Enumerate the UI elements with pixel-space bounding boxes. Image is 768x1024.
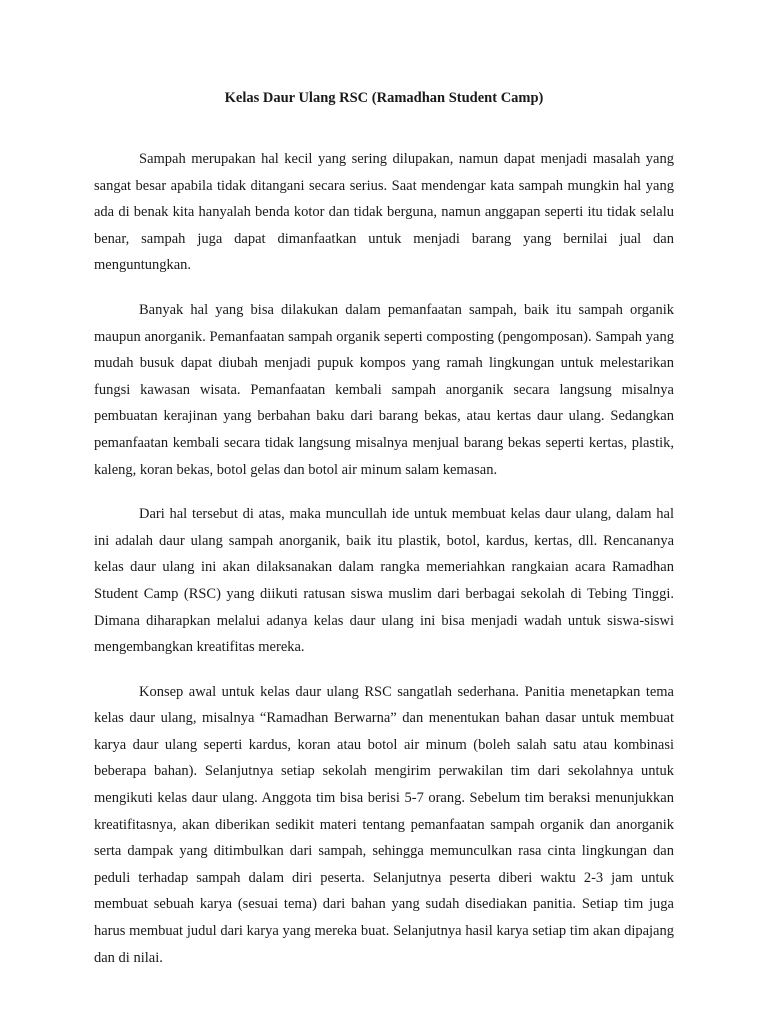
- document-title: Kelas Daur Ulang RSC (Ramadhan Student Camp): [224, 90, 544, 106]
- document-page: [94, 0, 674, 1024]
- document-body: [94, 146, 674, 989]
- paragraph-1: Sampah merupakan hal kecil yang sering dilupakan, namun dapat menjadi masalah yang sangat besar apabila tidak ditangani secara serius. Saat mendengar kata sampah mungkin hal yang ada di benak kita hanyalah benda kotor dan tidak berguna, namun anggapan seperti itu tidak selalu benar, sampah juga dapat dimanfaatkan untuk menjadi barang yang bernilai jual dan menguntungkan.: [94, 151, 674, 274]
- paragraph-2: Banyak hal yang bisa dilakukan dalam pemanfaatan sampah, baik itu sampah organik maupun anorganik. Pemanfaatan sampah organik seperti composting (pengomposan). Sampah yang mudah busuk dapat diubah menjadi pupuk kompos yang ramah lingkungan untuk melestarikan fungsi kawasan wisata. Pemanfaatan kembali sampah anorganik secara langsung misalnya pembuatan kerajinan yang berbahan baku dari barang bekas, atau kertas daur ulang. Sedangkan pemanfaatan kembali secara tidak langsung misalnya menjual barang bekas seperti kertas, plastik, kaleng, koran bekas, botol gelas dan botol air minum salam kemasan.: [94, 301, 674, 478]
- paragraph-4: Konsep awal untuk kelas daur ulang RSC sangatlah sederhana. Panitia menetapkan tema kelas daur ulang, misalnya “Ramadhan Berwarna” dan menentukan bahan dasar untuk membuat karya daur ulang seperti kardus, koran atau botol air minum (boleh salah satu atau kombinasi beberapa bahan). Selanjutnya setiap sekolah mengirim perwakilan tim dari sekolahnya untuk mengikuti kelas daur ulang. Anggota tim bisa berisi 5-7 orang. Sebelum tim beraksi menunjukkan kreatifitasnya, akan diberikan sedikit materi tentang pemanfaatan sampah organik dan anorganik serta dampak yang ditimbulkan dari sampah, sehingga memunculkan rasa cinta lingkungan dan peduli terhadap sampah dalam diri peserta. Selanjutnya peserta diberi waktu 2-3 jam untuk membuat sebuah karya (sesuai tema) dari bahan yang sudah disediakan panitia. Setiap tim juga harus membuat judul dari karya yang mereka buat. Selanjutnya hasil karya setiap tim akan dipajang dan di nilai.: [94, 683, 674, 966]
- paragraph-3: Dari hal tersebut di atas, maka muncullah ide untuk membuat kelas daur ulang, dalam hal ini adalah daur ulang sampah anorganik, baik itu plastik, botol, kardus, kertas, dll. Rencananya kelas daur ulang ini akan dilaksanakan dalam rangka memeriahkan rangkaian acara Ramadhan Student Camp (RSC) yang diikuti ratusan siswa muslim dari berbagai sekolah di Tebing Tinggi. Dimana diharapkan melalui adanya kelas daur ulang ini bisa menjadi wadah untuk siswa-siswi mengembangkan kreatifitas mereka.: [94, 506, 674, 656]
